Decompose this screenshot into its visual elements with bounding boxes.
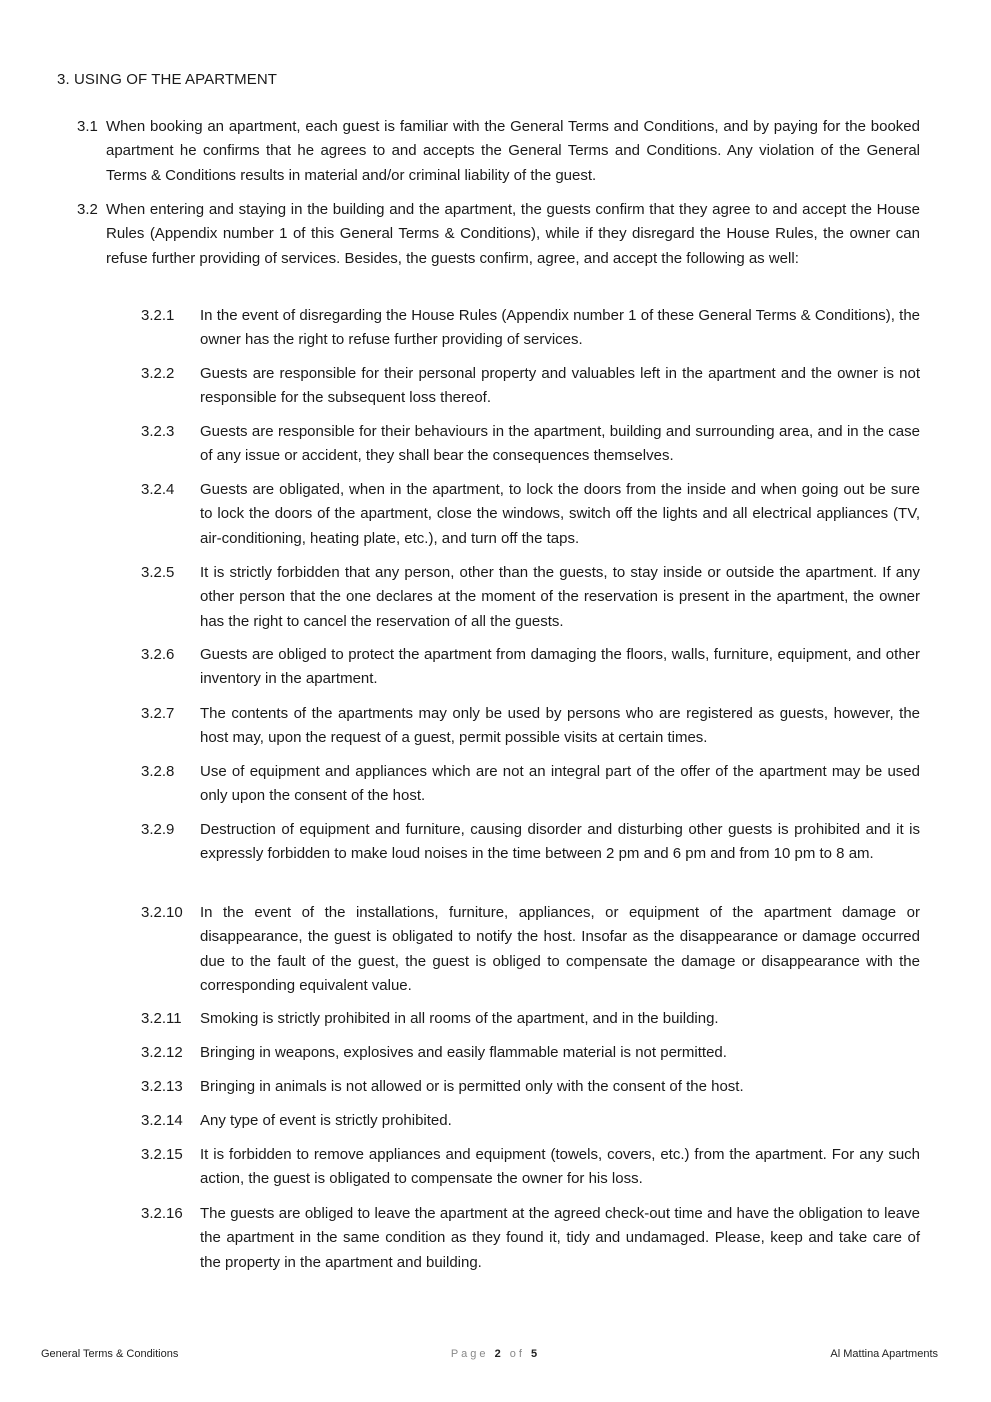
list-item-3-2-10 [141,901,920,998]
item-number: 3.2.8 [141,763,175,780]
item-number: 3.2.13 [141,1078,183,1095]
of-label: of [509,1348,525,1360]
list-item-3-2-16 [141,1202,920,1275]
current-page: 2 [494,1348,504,1360]
footer-document-title: General Terms & Conditions [41,1348,179,1360]
item-number: 3.2.15 [141,1146,183,1163]
list-item-3-2-2 [141,362,920,411]
list-item-3-2-14 [141,1109,920,1133]
item-number: 3.2.9 [141,821,175,838]
item-text: Use of equipment and appliances which are not an integral part of the offer of the apartment may be used only upon the consent of the host. [200,763,920,805]
item-number: 3.2.3 [141,423,175,440]
item-number: 3.2.2 [141,365,175,382]
paragraph-text: When booking an apartment, each guest is familiar with the General Terms and Conditions, and by paying for the booked apartment he confirms that he agrees to and accepts the General Terms and Conditions. Any violation of the General Terms & Conditions results in material and/or criminal liability of the guest. [106,118,920,184]
page-label: Page [450,1348,489,1360]
item-number: 3.2.1 [141,307,175,324]
item-text: It is strictly forbidden that any person, other than the guests, to stay inside or outside the apartment. If any other person that the one declares at the moment of the reservation is present in the apartment, the owner has the right to cancel the reservation of all the guests. [200,564,920,630]
paragraph-text: When entering and staying in the building and the apartment, the guests confirm that they agree to and accept the House Rules (Appendix number 1 of this General Terms & Conditions), while if they disregard the House Rules, the owner can refuse further providing of services. Besides, the guests confirm, agree, and accept the following as well: [106,201,920,267]
list-item-3-2-8 [141,760,920,809]
total-pages: 5 [531,1348,541,1360]
item-text: Destruction of equipment and furniture, causing disorder and disturbing other guests is prohibited and it is expressly forbidden to make loud noises in the time between 2 pm and 6 pm and from 10 pm to 8 am. [200,821,920,863]
item-number: 3.2.14 [141,1112,183,1129]
list-item-3-2-15 [141,1143,920,1192]
paragraph-number: 3.2 [77,201,98,218]
item-text: Any type of event is strictly prohibited. [200,1112,452,1129]
item-number: 3.2.5 [141,564,175,581]
item-text: In the event of the installations, furniture, appliances, or equipment of the apartment damage or disappearance, the guest is obligated to notify the host. Insofar as the disappearance or damage occurred due to the fault of the guest, the guest is obliged to compensate the damage or disappearance with the corresponding equivalent value. [200,904,920,994]
item-number: 3.2.11 [141,1010,182,1027]
item-number: 3.2.6 [141,646,175,663]
item-number: 3.2.4 [141,481,175,498]
list-item-3-2-4 [141,478,920,551]
list-item-3-2-1 [141,304,920,353]
item-text: In the event of disregarding the House Rules (Appendix number 1 of these General Terms & Conditions), the owner has the right to refuse further providing of services. [200,307,920,349]
item-text: The guests are obliged to leave the apartment at the agreed check-out time and have the obligation to leave the apartment in the same condition as they found it, tidy and undamaged. Please, keep and take care of the property in the apartment and building. [200,1205,920,1271]
list-item-3-2-3 [141,420,920,469]
list-item-3-2-9 [141,818,920,867]
paragraph-3-2 [77,198,920,271]
item-number: 3.2.16 [141,1205,183,1222]
item-text: Guests are obligated, when in the apartment, to lock the doors from the inside and when going out be sure to lock the doors of the apartment, close the windows, switch off the lights and all electrical appliances (TV, air-conditioning, heating plate, etc.), and turn off the taps. [200,481,920,547]
item-number: 3.2.10 [141,904,183,921]
list-item-3-2-13 [141,1075,920,1099]
list-item-3-2-5 [141,561,920,634]
item-text: Bringing in animals is not allowed or is permitted only with the consent of the host. [200,1078,744,1095]
item-text: Guests are responsible for their personal property and valuables left in the apartment and the owner is not responsible for the subsequent loss thereof. [200,365,920,407]
item-number: 3.2.12 [141,1044,183,1061]
item-text: Smoking is strictly prohibited in all rooms of the apartment, and in the building. [200,1010,719,1027]
item-text: The contents of the apartments may only be used by persons who are registered as guests, however, the host may, upon the request of a guest, permit possible visits at certain times. [200,705,920,747]
item-number: 3.2.7 [141,705,175,722]
item-text: Guests are responsible for their behaviours in the apartment, building and surrounding area, and in the case of any issue or accident, they shall bear the consequences themselves. [200,423,920,465]
list-item-3-2-11 [141,1007,920,1031]
list-item-3-2-6 [141,643,920,692]
item-text: Bringing in weapons, explosives and easily flammable material is not permitted. [200,1044,727,1061]
paragraph-3-1 [77,115,920,188]
paragraph-number: 3.1 [77,118,98,135]
item-text: It is forbidden to remove appliances and equipment (towels, covers, etc.) from the apartment. For any such action, the guest is obligated to compensate the owner for his loss. [200,1146,920,1188]
section-heading: 3. USING OF THE APARTMENT [57,71,278,88]
footer-company-name: Al Mattina Apartments [830,1348,938,1360]
list-item-3-2-7 [141,702,920,751]
item-text: Guests are obliged to protect the apartment from damaging the floors, walls, furniture, equipment, and other inventory in the apartment. [200,646,920,688]
list-item-3-2-12 [141,1041,920,1065]
